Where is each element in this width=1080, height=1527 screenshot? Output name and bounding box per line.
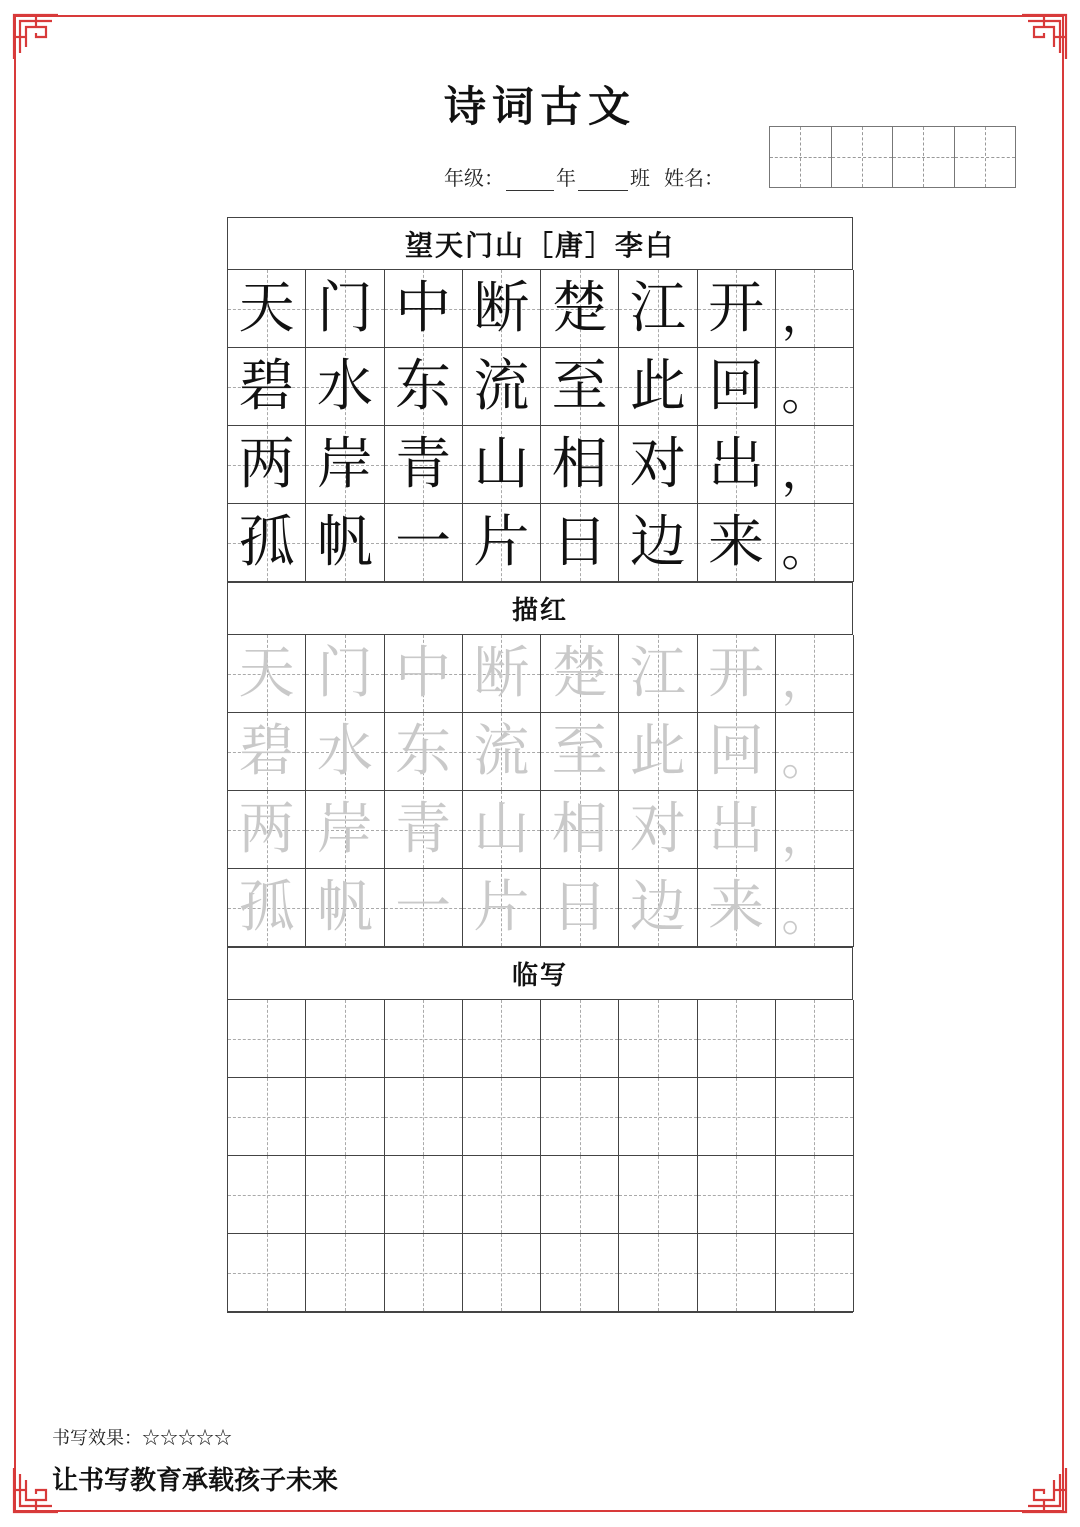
character: 。	[781, 521, 830, 577]
character-cell	[385, 348, 463, 426]
character-cell	[776, 713, 854, 791]
blank-practice-cell[interactable]	[698, 1156, 776, 1234]
character: 水	[316, 718, 373, 784]
character: 出	[708, 796, 765, 862]
character-cell	[228, 348, 306, 426]
character: 孤	[238, 509, 295, 575]
character: 碧	[238, 353, 295, 419]
character: 楚	[551, 640, 608, 706]
character-cell	[385, 791, 463, 869]
blank-practice-cell[interactable]	[228, 1234, 306, 1312]
character-cell	[306, 426, 384, 504]
character-cell	[698, 635, 776, 713]
blank-practice-cell[interactable]	[619, 1234, 697, 1312]
character: 楚	[551, 275, 608, 341]
character-cell	[463, 348, 541, 426]
character-cell	[619, 426, 697, 504]
corner-ornament	[1020, 13, 1068, 61]
character-cell	[228, 270, 306, 348]
name-box[interactable]	[769, 126, 832, 188]
character-cell	[619, 869, 697, 947]
character-cell	[306, 869, 384, 947]
character: 对	[629, 431, 686, 497]
character: 山	[473, 796, 530, 862]
rating-label: 书写效果：☆☆☆☆☆	[52, 1428, 232, 1449]
character-cell	[541, 869, 619, 947]
character: 一	[395, 874, 452, 940]
character-cell	[541, 504, 619, 582]
student-info	[444, 162, 724, 191]
blank-practice-cell[interactable]	[306, 1078, 384, 1156]
character: 日	[551, 874, 608, 940]
character: 江	[629, 640, 686, 706]
character: 相	[551, 431, 608, 497]
poem-header: 望天门山［唐］李白	[227, 217, 853, 269]
character-cell	[228, 635, 306, 713]
character: 开	[708, 275, 765, 341]
blank-practice-cell[interactable]	[541, 1078, 619, 1156]
character-cell	[541, 635, 619, 713]
character-cell	[306, 504, 384, 582]
blank-practice-cell[interactable]	[698, 1078, 776, 1156]
character-cell	[698, 270, 776, 348]
character: 出	[708, 431, 765, 497]
character: 至	[551, 718, 608, 784]
blank-practice-cell[interactable]	[776, 1078, 854, 1156]
name-writing-boxes[interactable]	[769, 126, 1019, 188]
character-cell	[306, 713, 384, 791]
character: 岸	[316, 796, 373, 862]
blank-practice-cell[interactable]	[385, 1234, 463, 1312]
blank-practice-cell[interactable]	[776, 1156, 854, 1234]
slogan: 让书写教育承载孩子未来	[52, 1466, 339, 1496]
blank-practice-cell[interactable]	[385, 1000, 463, 1078]
character-cell	[228, 713, 306, 791]
character-cell	[619, 270, 697, 348]
name-box[interactable]	[831, 126, 894, 188]
character: 此	[629, 353, 686, 419]
character: 天	[238, 275, 295, 341]
character: 流	[473, 718, 530, 784]
copy-section-header: 临写	[227, 947, 853, 999]
blank-practice-cell[interactable]	[228, 1156, 306, 1234]
blank-practice-cell[interactable]	[619, 1000, 697, 1078]
trace-section-header: 描红	[227, 582, 853, 634]
character: 。	[781, 365, 830, 421]
character-cell	[228, 426, 306, 504]
character-cell	[619, 348, 697, 426]
blank-practice-cell[interactable]	[463, 1156, 541, 1234]
character: 门	[316, 640, 373, 706]
blank-practice-cell[interactable]	[463, 1000, 541, 1078]
blank-practice-cell[interactable]	[541, 1000, 619, 1078]
character-cell	[541, 270, 619, 348]
character: 两	[238, 431, 295, 497]
character-cell	[776, 869, 854, 947]
trace-grid	[227, 634, 853, 947]
character-cell	[463, 791, 541, 869]
character-cell	[385, 270, 463, 348]
page-title: 诗词古文	[443, 82, 636, 131]
character: ，	[781, 443, 830, 499]
character-cell	[776, 348, 854, 426]
blank-practice-cell[interactable]	[463, 1078, 541, 1156]
character-cell	[306, 270, 384, 348]
blank-practice-cell[interactable]	[463, 1234, 541, 1312]
year-char: 年	[556, 166, 576, 190]
blank-practice-cell[interactable]	[698, 1000, 776, 1078]
name-box[interactable]	[892, 126, 955, 188]
character-cell	[463, 635, 541, 713]
character: 帆	[316, 509, 373, 575]
character: 青	[395, 431, 452, 497]
character-cell	[463, 270, 541, 348]
character: 相	[551, 796, 608, 862]
blank-practice-cell[interactable]	[385, 1156, 463, 1234]
character: 对	[629, 796, 686, 862]
character-cell	[541, 348, 619, 426]
character: 此	[629, 718, 686, 784]
character: 青	[395, 796, 452, 862]
character: 一	[395, 509, 452, 575]
character: 帆	[316, 874, 373, 940]
character: 门	[316, 275, 373, 341]
class-char: 班	[630, 166, 650, 190]
character-cell	[385, 869, 463, 947]
blank-practice-cell[interactable]	[306, 1234, 384, 1312]
character-cell	[385, 713, 463, 791]
character-cell	[698, 426, 776, 504]
copy-grid	[227, 999, 853, 1313]
name-box[interactable]	[954, 126, 1017, 188]
character: 。	[781, 886, 830, 942]
character: 回	[708, 718, 765, 784]
character: 天	[238, 640, 295, 706]
character-cell	[463, 426, 541, 504]
character: 岸	[316, 431, 373, 497]
character: 东	[395, 353, 452, 419]
character: 断	[473, 640, 530, 706]
character: 孤	[238, 874, 295, 940]
character-cell	[463, 869, 541, 947]
character-cell	[619, 504, 697, 582]
character-cell	[306, 348, 384, 426]
character: 片	[473, 874, 530, 940]
character-cell	[228, 791, 306, 869]
character-cell	[228, 869, 306, 947]
character-cell	[463, 504, 541, 582]
blank-practice-cell[interactable]	[776, 1000, 854, 1078]
character: ，	[781, 808, 830, 864]
character: 中	[395, 275, 452, 341]
corner-ornament	[12, 13, 60, 61]
worksheet	[227, 217, 853, 1313]
character-cell	[698, 869, 776, 947]
character: 边	[629, 874, 686, 940]
character: ，	[781, 652, 830, 708]
character: 来	[708, 874, 765, 940]
grade-label: 年级：	[444, 166, 504, 190]
character: 山	[473, 431, 530, 497]
character-cell	[619, 713, 697, 791]
character: 来	[708, 509, 765, 575]
character-cell	[776, 426, 854, 504]
character-cell	[541, 713, 619, 791]
character-cell	[698, 504, 776, 582]
character-cell	[776, 791, 854, 869]
name-label: 姓名：	[664, 166, 724, 190]
character: 流	[473, 353, 530, 419]
class-blank[interactable]	[578, 170, 628, 191]
character-cell	[619, 635, 697, 713]
blank-practice-cell[interactable]	[228, 1000, 306, 1078]
character-cell	[619, 791, 697, 869]
character: ，	[781, 287, 830, 343]
corner-ornament	[1020, 1466, 1068, 1514]
character: 。	[781, 730, 830, 786]
character: 中	[395, 640, 452, 706]
character-cell	[385, 504, 463, 582]
character: 回	[708, 353, 765, 419]
character-cell	[776, 504, 854, 582]
poem-grid	[227, 269, 853, 582]
character-cell	[698, 713, 776, 791]
blank-practice-cell[interactable]	[385, 1078, 463, 1156]
character-cell	[541, 426, 619, 504]
character: 东	[395, 718, 452, 784]
blank-practice-cell[interactable]	[619, 1156, 697, 1234]
character: 至	[551, 353, 608, 419]
character: 边	[629, 509, 686, 575]
character: 开	[708, 640, 765, 706]
blank-practice-cell[interactable]	[306, 1000, 384, 1078]
character-cell	[776, 635, 854, 713]
character-cell	[385, 635, 463, 713]
character-cell	[698, 348, 776, 426]
character-cell	[385, 426, 463, 504]
blank-practice-cell[interactable]	[541, 1156, 619, 1234]
grade-year-blank[interactable]	[506, 170, 554, 191]
character-cell	[541, 791, 619, 869]
blank-practice-cell[interactable]	[541, 1234, 619, 1312]
blank-practice-cell[interactable]	[776, 1234, 854, 1312]
character: 水	[316, 353, 373, 419]
blank-practice-cell[interactable]	[228, 1078, 306, 1156]
character-cell	[698, 791, 776, 869]
character-cell	[306, 791, 384, 869]
character: 片	[473, 509, 530, 575]
character: 日	[551, 509, 608, 575]
character: 江	[629, 275, 686, 341]
character-cell	[463, 713, 541, 791]
character-cell	[306, 635, 384, 713]
blank-practice-cell[interactable]	[619, 1078, 697, 1156]
blank-practice-cell[interactable]	[698, 1234, 776, 1312]
character-cell	[776, 270, 854, 348]
character-cell	[228, 504, 306, 582]
character: 两	[238, 796, 295, 862]
character: 碧	[238, 718, 295, 784]
character: 断	[473, 275, 530, 341]
blank-practice-cell[interactable]	[306, 1156, 384, 1234]
